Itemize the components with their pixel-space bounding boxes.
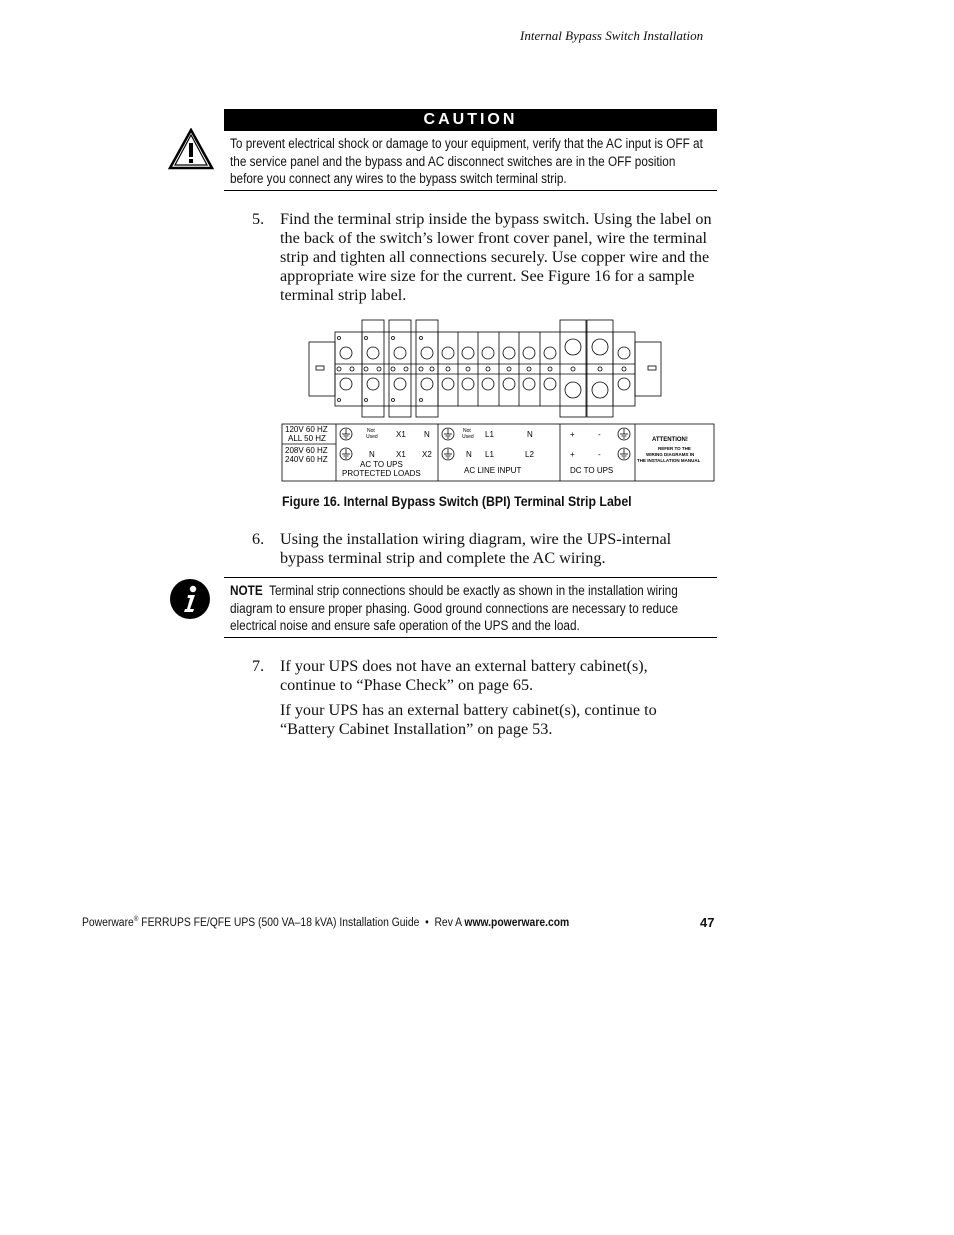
group-dc-to-ups: DC TO UPS <box>570 466 614 475</box>
info-icon <box>169 578 211 620</box>
footer-text-line <box>82 916 569 929</box>
step-text: Using the installation wiring diagram, wire the UPS-internal bypass terminal strip and complete the AC wiring. <box>280 530 672 567</box>
group-ac-line-input: AC LINE INPUT <box>464 466 522 475</box>
attention-line: WIRING DIAGRAMS IN <box>646 452 695 457</box>
note-rule-top <box>224 577 717 578</box>
footer-url[interactable]: www.powerware.com <box>464 916 570 929</box>
n-label: N <box>369 450 375 459</box>
l2-label: L2 <box>525 450 534 459</box>
caution-title: CAUTION <box>224 109 717 131</box>
l1-label: L1 <box>485 430 494 439</box>
ground-symbol-icon <box>618 448 630 460</box>
attention-line: THE INSTALLATION MANUAL <box>637 458 701 463</box>
ground-symbol-icon <box>340 428 352 440</box>
n-label: N <box>466 450 472 459</box>
step-text: If your UPS does not have an external battery cabinet(s), continue to “Phase Check” on page 65. <box>280 657 648 694</box>
step-number: 6. <box>252 530 265 548</box>
group-ac-to-ups: AC TO UPS <box>360 460 403 469</box>
plus-label: + <box>570 450 575 459</box>
voltage-120-60: 120V 60 HZ <box>285 425 328 434</box>
minus-label: - <box>598 450 601 459</box>
n-label: N <box>424 430 430 439</box>
not-used-label: Used <box>462 434 474 440</box>
x1-label: X1 <box>396 450 406 459</box>
attention-line: REFER TO THE <box>658 446 691 451</box>
step-number: 5. <box>252 210 265 228</box>
registered-mark: ® <box>133 916 139 923</box>
note-block <box>230 582 710 635</box>
caution-rule <box>224 190 717 191</box>
note-text-body <box>230 582 710 635</box>
not-used-label: Not <box>463 428 471 434</box>
attention-label: ATTENTION! <box>652 437 688 443</box>
figure-caption-text: Figure 16. Internal Bypass Switch (BPI) Terminal Strip Label <box>282 493 632 509</box>
minus-label: - <box>598 430 601 439</box>
ground-symbol-icon <box>442 448 454 460</box>
voltage-240-60: 240V 60 HZ <box>285 455 328 464</box>
terminal-label-text <box>285 425 701 478</box>
terminal-strip-figure <box>280 318 720 488</box>
footer-brand: Powerware <box>82 916 134 929</box>
page-number: 47 <box>700 915 715 930</box>
ground-symbol-icon <box>618 428 630 440</box>
l1-label: L1 <box>485 450 494 459</box>
terminal-strip-drawing <box>309 320 661 417</box>
x2-label: X2 <box>422 450 432 459</box>
ground-symbol-icon <box>442 428 454 440</box>
voltage-208-60: 208V 60 HZ <box>285 446 328 455</box>
footer <box>82 916 623 929</box>
voltage-all-50: ALL 50 HZ <box>288 434 326 443</box>
not-used-label: Used <box>366 434 378 440</box>
warning-triangle-icon <box>168 128 214 170</box>
step-text: Find the terminal strip inside the bypass switch. Using the label on the back of the switch’s lower front cover panel, wire the terminal strip and tighten all connections securely. Use copper wire and the appropriate wire size for the current. See Figure 16 for a sample terminal strip label. <box>280 210 712 304</box>
plus-label: + <box>570 430 575 439</box>
running-header: Internal Bypass Switch Installation <box>520 28 704 43</box>
note-label: NOTE <box>230 583 263 598</box>
x1-label: X1 <box>396 430 406 439</box>
not-used-label: Not <box>367 428 375 434</box>
ground-symbol-icon <box>340 448 352 460</box>
step-number: 7. <box>252 657 265 675</box>
step-7-continuation: If your UPS has an external battery cabinet(s), continue to “Battery Cabinet Installation” on page 53. <box>280 701 657 738</box>
figure-caption <box>282 493 679 511</box>
footer-text: FERRUPS FE/QFE UPS (500 VA–18 kVA) Installation Guide • Rev A <box>138 916 465 929</box>
caution-text-body: To prevent electrical shock or damage to your equipment, verify that the AC input is OFF at the service panel and the bypass and AC disconnect switches are in the OFF position before you connect any wires to the bypass switch terminal strip. <box>230 136 703 186</box>
n-label: N <box>527 430 533 439</box>
note-text: Terminal strip connections should be exactly as shown in the installation wiring diagram to ensure proper phasing. Good ground connections are necessary to reduce electrical noise and ensure safe operation of the UPS and the load. <box>230 583 679 633</box>
group-protected-loads: PROTECTED LOADS <box>342 469 421 478</box>
note-rule-bottom <box>224 637 717 638</box>
caution-text <box>230 135 710 188</box>
